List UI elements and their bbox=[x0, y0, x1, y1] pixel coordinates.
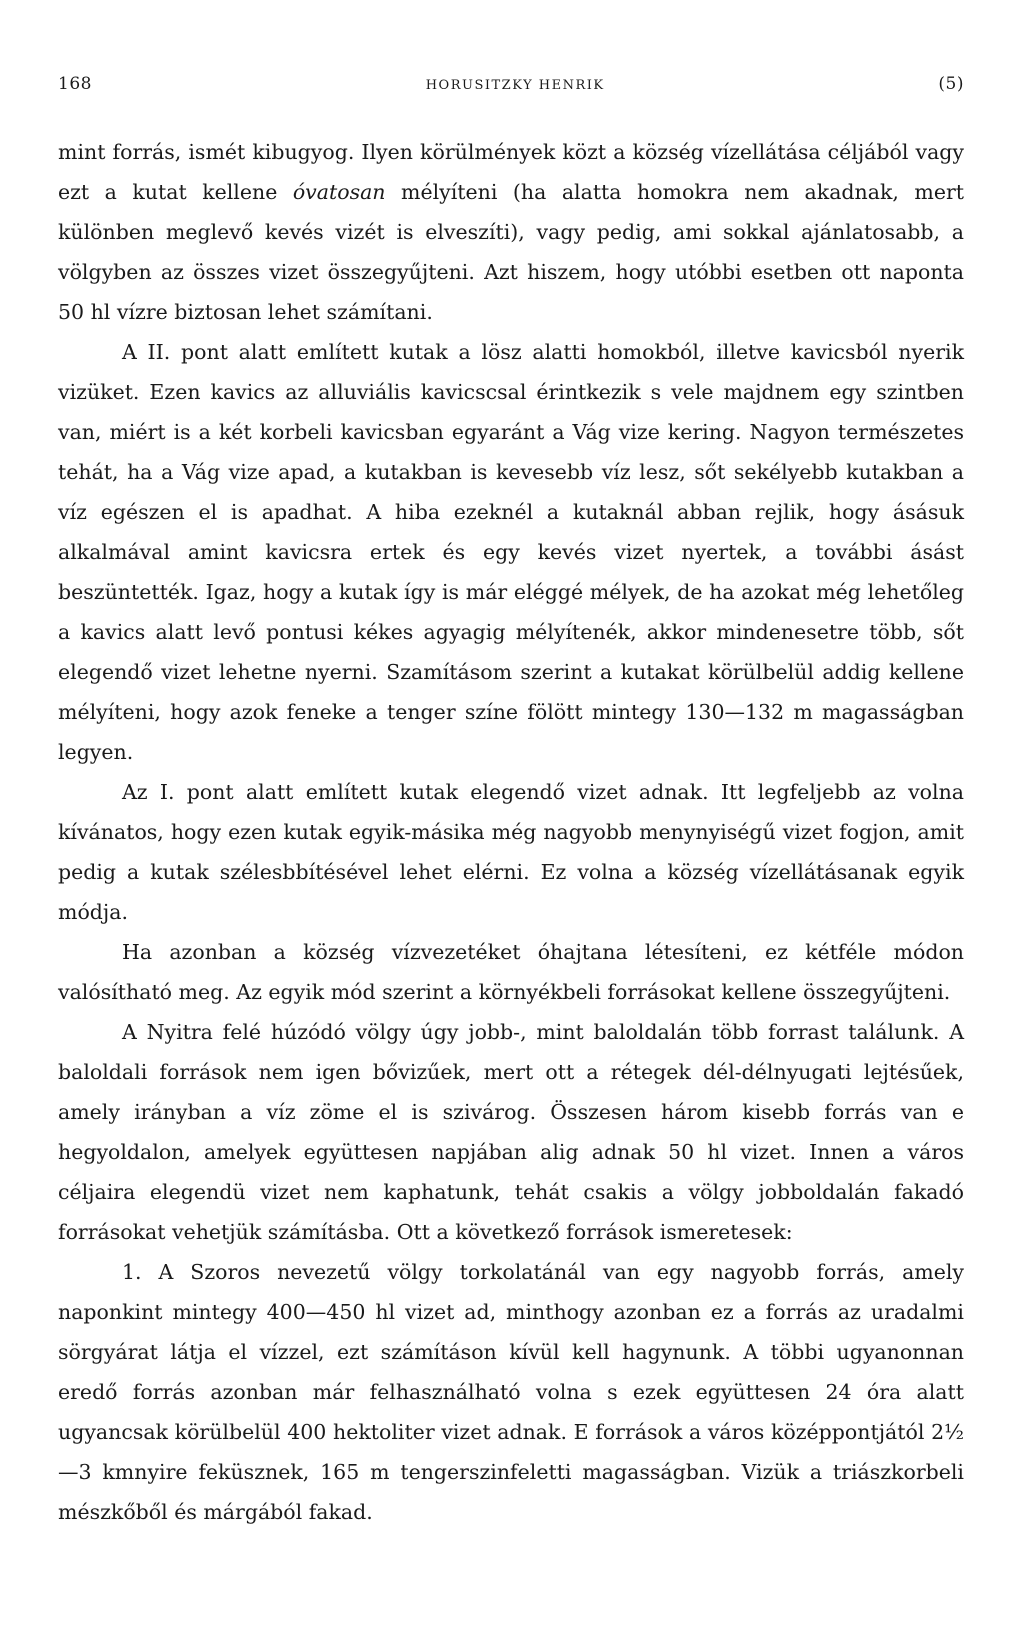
paragraph-1-after: mélyíteni (ha alatta homokra nem akadnak, mert különben meglevő kevés vizét is elveszíti), vagy pedig, ami sokkal ajánlatosabb, a völgyben az összes vizet összegyűjteni. Azt hiszem, hogy utóbbi esetben ott naponta 50 hl vízre biztosan lehet számítani. bbox=[58, 180, 964, 324]
running-head bbox=[58, 74, 964, 112]
paragraph-2: A II. pont alatt említett kutak a lösz alatti homokból, illetve kavicsból nyerik vizüket. Ezen kavics az alluviális kavicscsal érintkezik s vele majdnem egy szintben van, miért is a két korbeli kavicsban egyaránt a Vág vize kering. Nagyon természetes tehát, ha a Vág vize apad, a kutakban is kevesebb víz lesz, sőt sekélyebb kutakban a víz egészen el is apadhat. A hiba ezeknél a kutaknál abban rejlik, hogy ásásuk alkalmával amint kavicsra ertek és egy kevés vizet nyertek, a további ásást beszüntették. Igaz, hogy a kutak így is már eléggé mélyek, de ha azokat még lehetőleg a kavics alatt levő pontusi kékes agyagig mélyítenék, akkor mindenesetre több, sőt elegendő vizet lehetne nyerni. Szamításom szerint a kutakat körülbelül addig kellene mélyíteni, hogy azok feneke a tenger színe fölött mintegy 130—132 m magasságban legyen. bbox=[58, 340, 964, 764]
running-title: HORUSITZKY HENRIK bbox=[425, 78, 605, 93]
body-text bbox=[58, 132, 964, 1532]
section-number: (5) bbox=[938, 74, 964, 94]
paragraph-4: Ha azonban a község vízvezetéket óhajtana létesíteni, ez kétféle módon valósítható meg. Az egyik mód szerint a környékbeli forrásokat kellene összegyűjteni. bbox=[58, 940, 964, 1004]
paragraph-1-before: mint forrás, ismét kibugyog. Ilyen körülmények közt a község vízellátása céljából vagy ezt a kutat kellene bbox=[58, 140, 964, 204]
paragraph-1 bbox=[58, 132, 964, 332]
paragraph-3: Az I. pont alatt említett kutak elegendő vizet adnak. Itt legfeljebb az volna kívánatos, hogy ezen kutak egyik-másika még nagyobb menynyiségű vizet fogjon, amit pedig a kutak szélesbbítésével lehet elérni. Ez volna a község vízellátásanak egyik módja. bbox=[58, 780, 964, 924]
paragraph-6: 1. A Szoros nevezetű völgy torkolatánál van egy nagyobb forrás, amely naponkint mintegy 400—450 hl vizet ad, minthogy azonban ez a forrás az uradalmi sörgyárat látja el vízzel, ezt számításon kívül kell hagynunk. A többi ugyanonnan eredő forrás azonban már felhasználható volna s ezek együttesen 24 óra alatt ugyancsak körülbelül 400 hektoliter vizet adnak. E források a város középpontjától 2½—3 kmnyire feküsznek, 165 m tengerszinfeletti magasságban. Vizük a triászkorbeli mészkőből és márgából fakad. bbox=[58, 1260, 964, 1524]
document-page bbox=[58, 74, 964, 1532]
emphasis-ovatosan: óvatosan bbox=[292, 180, 386, 204]
paragraph-5: A Nyitra felé húzódó völgy úgy jobb-, mint baloldalán több forrast találunk. A baloldali források nem igen bővizűek, mert ott a rétegek dél-délnyugati lejtésűek, amely irányban a víz zöme el is szivárog. Összesen három kisebb forrás van e hegyoldalon, amelyek együttesen napjában alig adnak 50 hl vizet. Innen a város céljaira elegendü vizet nem kaphatunk, tehát csakis a völgy jobboldalán fakadó forrásokat vehetjük számításba. Ott a következő források ismeretesek: bbox=[58, 1020, 964, 1244]
page-number: 168 bbox=[58, 74, 92, 94]
